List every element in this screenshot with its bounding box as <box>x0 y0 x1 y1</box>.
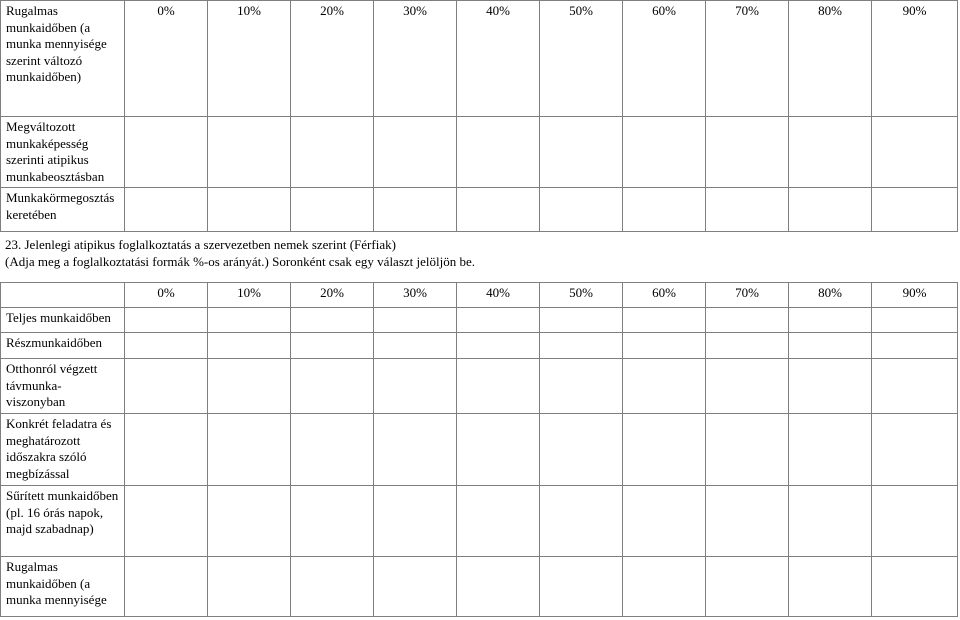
answer-cell[interactable] <box>789 117 872 188</box>
answer-cell[interactable] <box>706 486 789 557</box>
percent-header-90[interactable]: 90% <box>872 283 958 308</box>
percent-header-0[interactable]: 0% <box>125 1 208 117</box>
answer-cell[interactable] <box>374 188 457 232</box>
answer-cell[interactable] <box>457 359 540 414</box>
answer-cell[interactable] <box>872 414 958 486</box>
table-row <box>1 414 958 486</box>
answer-cell[interactable] <box>540 359 623 414</box>
answer-cell[interactable] <box>872 359 958 414</box>
top-answer-table <box>0 0 958 232</box>
percent-header-10[interactable]: 10% <box>208 1 291 117</box>
answer-cell[interactable] <box>208 333 291 359</box>
answer-cell[interactable] <box>789 486 872 557</box>
answer-cell[interactable] <box>457 308 540 333</box>
percent-header-80[interactable]: 80% <box>789 283 872 308</box>
answer-cell[interactable] <box>872 486 958 557</box>
table-row <box>1 557 958 617</box>
answer-cell[interactable] <box>291 117 374 188</box>
answer-cell[interactable] <box>872 308 958 333</box>
percent-header-50[interactable]: 50% <box>540 1 623 117</box>
answer-cell[interactable] <box>374 333 457 359</box>
answer-cell[interactable] <box>872 117 958 188</box>
table-row <box>1 333 958 359</box>
answer-cell[interactable] <box>706 188 789 232</box>
answer-cell[interactable] <box>125 117 208 188</box>
answer-cell[interactable] <box>374 414 457 486</box>
answer-cell[interactable] <box>540 557 623 617</box>
answer-cell[interactable] <box>623 188 706 232</box>
answer-cell[interactable] <box>789 557 872 617</box>
answer-cell[interactable] <box>457 414 540 486</box>
percent-header-60[interactable]: 60% <box>623 283 706 308</box>
answer-cell[interactable] <box>125 333 208 359</box>
answer-cell[interactable] <box>291 359 374 414</box>
percent-header-70[interactable]: 70% <box>706 283 789 308</box>
answer-cell[interactable] <box>623 333 706 359</box>
answer-cell[interactable] <box>291 188 374 232</box>
answer-cell[interactable] <box>789 414 872 486</box>
row-label: Rugalmas munkaidőben (a munka mennyisége <box>1 557 125 617</box>
answer-cell[interactable] <box>789 188 872 232</box>
percent-header-0[interactable]: 0% <box>125 283 208 308</box>
answer-cell[interactable] <box>125 557 208 617</box>
answer-cell[interactable] <box>457 117 540 188</box>
table-row <box>1 359 958 414</box>
row-label: Teljes munkaidőben <box>1 308 125 333</box>
answer-cell[interactable] <box>872 188 958 232</box>
table-row <box>1 188 958 232</box>
answer-cell[interactable] <box>540 117 623 188</box>
answer-cell[interactable] <box>208 308 291 333</box>
question-instruction: (Adja meg a foglalkoztatási formák %-os arányát.) Soronként csak egy választ jelöljön be. <box>5 254 476 269</box>
answer-cell[interactable] <box>374 486 457 557</box>
answer-cell[interactable] <box>457 188 540 232</box>
answer-cell[interactable] <box>706 117 789 188</box>
answer-cell[interactable] <box>291 308 374 333</box>
header-row <box>1 283 958 308</box>
table-row <box>1 486 958 557</box>
answer-cell[interactable] <box>706 308 789 333</box>
answer-cell[interactable] <box>374 308 457 333</box>
answer-cell[interactable] <box>208 557 291 617</box>
answer-cell[interactable] <box>706 333 789 359</box>
answer-cell[interactable] <box>623 557 706 617</box>
answer-cell[interactable] <box>291 486 374 557</box>
answer-cell[interactable] <box>457 557 540 617</box>
percent-header-30[interactable]: 30% <box>374 1 457 117</box>
answer-cell[interactable] <box>208 486 291 557</box>
answer-cell[interactable] <box>540 414 623 486</box>
percent-header-30[interactable]: 30% <box>374 283 457 308</box>
percent-header-20[interactable]: 20% <box>291 283 374 308</box>
percent-header-20[interactable]: 20% <box>291 1 374 117</box>
answer-cell[interactable] <box>623 308 706 333</box>
row-label: Megváltozott munkaképesség szerinti atipikus munkabeosztásban <box>1 117 125 188</box>
answer-cell[interactable] <box>208 188 291 232</box>
answer-cell[interactable] <box>872 557 958 617</box>
row-label: Konkrét feladatra és meghatározott időszakra szóló megbízással <box>1 414 125 486</box>
percent-header-60[interactable]: 60% <box>623 1 706 117</box>
answer-cell[interactable] <box>291 557 374 617</box>
answer-cell[interactable] <box>208 414 291 486</box>
row-label: Rugalmas munkaidőben (a munka mennyisége szerint változó munkaidőben) <box>1 1 125 117</box>
answer-cell[interactable] <box>872 333 958 359</box>
table-row <box>1 117 958 188</box>
percent-header-70[interactable]: 70% <box>706 1 789 117</box>
answer-cell[interactable] <box>540 333 623 359</box>
row-label: Sűrített munkaidőben (pl. 16 órás napok, majd szabadnap) <box>1 486 125 557</box>
answer-cell[interactable] <box>623 117 706 188</box>
percent-header-40[interactable]: 40% <box>457 1 540 117</box>
answer-cell[interactable] <box>125 359 208 414</box>
answer-cell[interactable] <box>374 557 457 617</box>
table-row <box>1 1 958 117</box>
row-label: Otthonról végzett távmunka-viszonyban <box>1 359 125 414</box>
answer-cell[interactable] <box>125 188 208 232</box>
answer-cell[interactable] <box>706 557 789 617</box>
answer-cell[interactable] <box>540 486 623 557</box>
answer-cell[interactable] <box>291 414 374 486</box>
bottom-answer-table <box>0 282 958 617</box>
answer-cell[interactable] <box>789 359 872 414</box>
row-label: Munkakörmegosztás keretében <box>1 188 125 232</box>
table-row <box>1 308 958 333</box>
percent-header-10[interactable]: 10% <box>208 283 291 308</box>
answer-cell[interactable] <box>706 414 789 486</box>
answer-cell[interactable] <box>540 188 623 232</box>
answer-cell[interactable] <box>457 333 540 359</box>
header-corner <box>1 283 125 308</box>
answer-cell[interactable] <box>706 359 789 414</box>
answer-cell[interactable] <box>291 333 374 359</box>
answer-cell[interactable] <box>623 414 706 486</box>
answer-cell[interactable] <box>125 486 208 557</box>
percent-header-50[interactable]: 50% <box>540 283 623 308</box>
answer-cell[interactable] <box>623 359 706 414</box>
answer-cell[interactable] <box>623 486 706 557</box>
answer-cell[interactable] <box>457 486 540 557</box>
answer-cell[interactable] <box>208 359 291 414</box>
answer-cell[interactable] <box>540 308 623 333</box>
question-title: 23. Jelenlegi atipikus foglalkoztatás a szervezetben nemek szerint (Férfiak) <box>5 237 396 252</box>
answer-cell[interactable] <box>208 117 291 188</box>
answer-cell[interactable] <box>374 359 457 414</box>
percent-header-90[interactable]: 90% <box>872 1 958 117</box>
answer-cell[interactable] <box>125 414 208 486</box>
answer-cell[interactable] <box>789 333 872 359</box>
answer-cell[interactable] <box>125 308 208 333</box>
percent-header-40[interactable]: 40% <box>457 283 540 308</box>
answer-cell[interactable] <box>789 308 872 333</box>
answer-cell[interactable] <box>374 117 457 188</box>
percent-header-80[interactable]: 80% <box>789 1 872 117</box>
row-label: Részmunkaidőben <box>1 333 125 359</box>
